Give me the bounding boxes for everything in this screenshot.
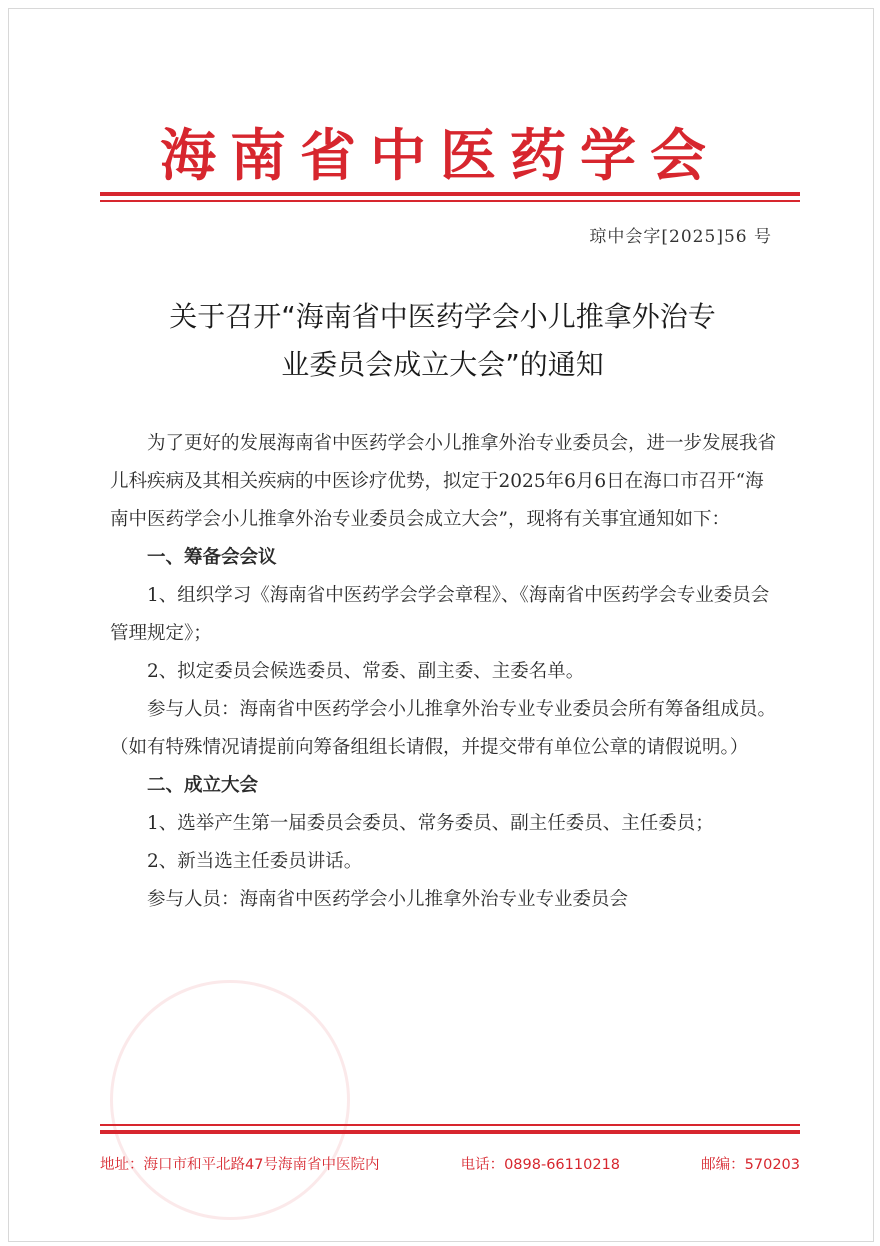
footer-postcode: 邮编：570203 bbox=[701, 1157, 800, 1173]
footer-rule-thin bbox=[100, 1124, 800, 1126]
section2-participants: 参与人员：海南省中医药学会小儿推拿外治专业专业委员会 bbox=[147, 889, 629, 910]
section2-item2: 2、新当选主任委员讲话。 bbox=[147, 851, 363, 872]
footer-contact bbox=[100, 1153, 800, 1174]
document-number: 琼中会字[2025]56 号 bbox=[589, 227, 772, 247]
notice-title-line1: 关于召开“海南省中医药学会小儿推拿外治专 bbox=[169, 300, 716, 333]
notice-title bbox=[110, 293, 775, 389]
letterhead-rule-thick bbox=[100, 192, 800, 196]
footer-phone: 电话：0898-66110218 bbox=[460, 1157, 621, 1173]
footer-rule-thick bbox=[100, 1130, 800, 1134]
section1-item2: 2、拟定委员会候选委员、常委、副主委、主委名单。 bbox=[147, 661, 585, 682]
section2-heading: 二、成立大会 bbox=[147, 775, 259, 796]
section1-participants: 参与人员：海南省中医药学会小儿推拿外治专业专业委员会所有筹备组成员。（如有特殊情况请提前向筹备组组长请假，并提交带有单位公章的请假说明。） bbox=[110, 699, 777, 758]
section1-heading: 一、筹备会会议 bbox=[147, 547, 277, 568]
notice-body bbox=[110, 425, 780, 919]
notice-title-line2: 业委员会成立大会”的通知 bbox=[281, 348, 604, 381]
letterhead-rule-thin bbox=[100, 200, 800, 202]
faint-seal-stamp bbox=[110, 980, 350, 1220]
letterhead-org-name: 海南省中医药学会 bbox=[160, 123, 720, 189]
section1-item1: 1、组织学习《海南省中医药学会学会章程》、《海南省中医药学会专业委员会管理规定》； bbox=[110, 585, 770, 644]
intro-paragraph: 为了更好的发展海南省中医药学会小儿推拿外治专业委员会，进一步发展我省儿科疾病及其相关疾病的中医诊疗优势，拟定于2025年6月6日在海口市召开“海南中医药学会小儿推拿外治专业委员会成立大会”，现将有关事宜通知如下： bbox=[110, 433, 777, 530]
section2-item1: 1、选举产生第一届委员会委员、常务委员、副主任委员、主任委员； bbox=[147, 813, 714, 834]
footer-address: 地址：海口市和平北路47号海南省中医院内 bbox=[100, 1157, 380, 1173]
